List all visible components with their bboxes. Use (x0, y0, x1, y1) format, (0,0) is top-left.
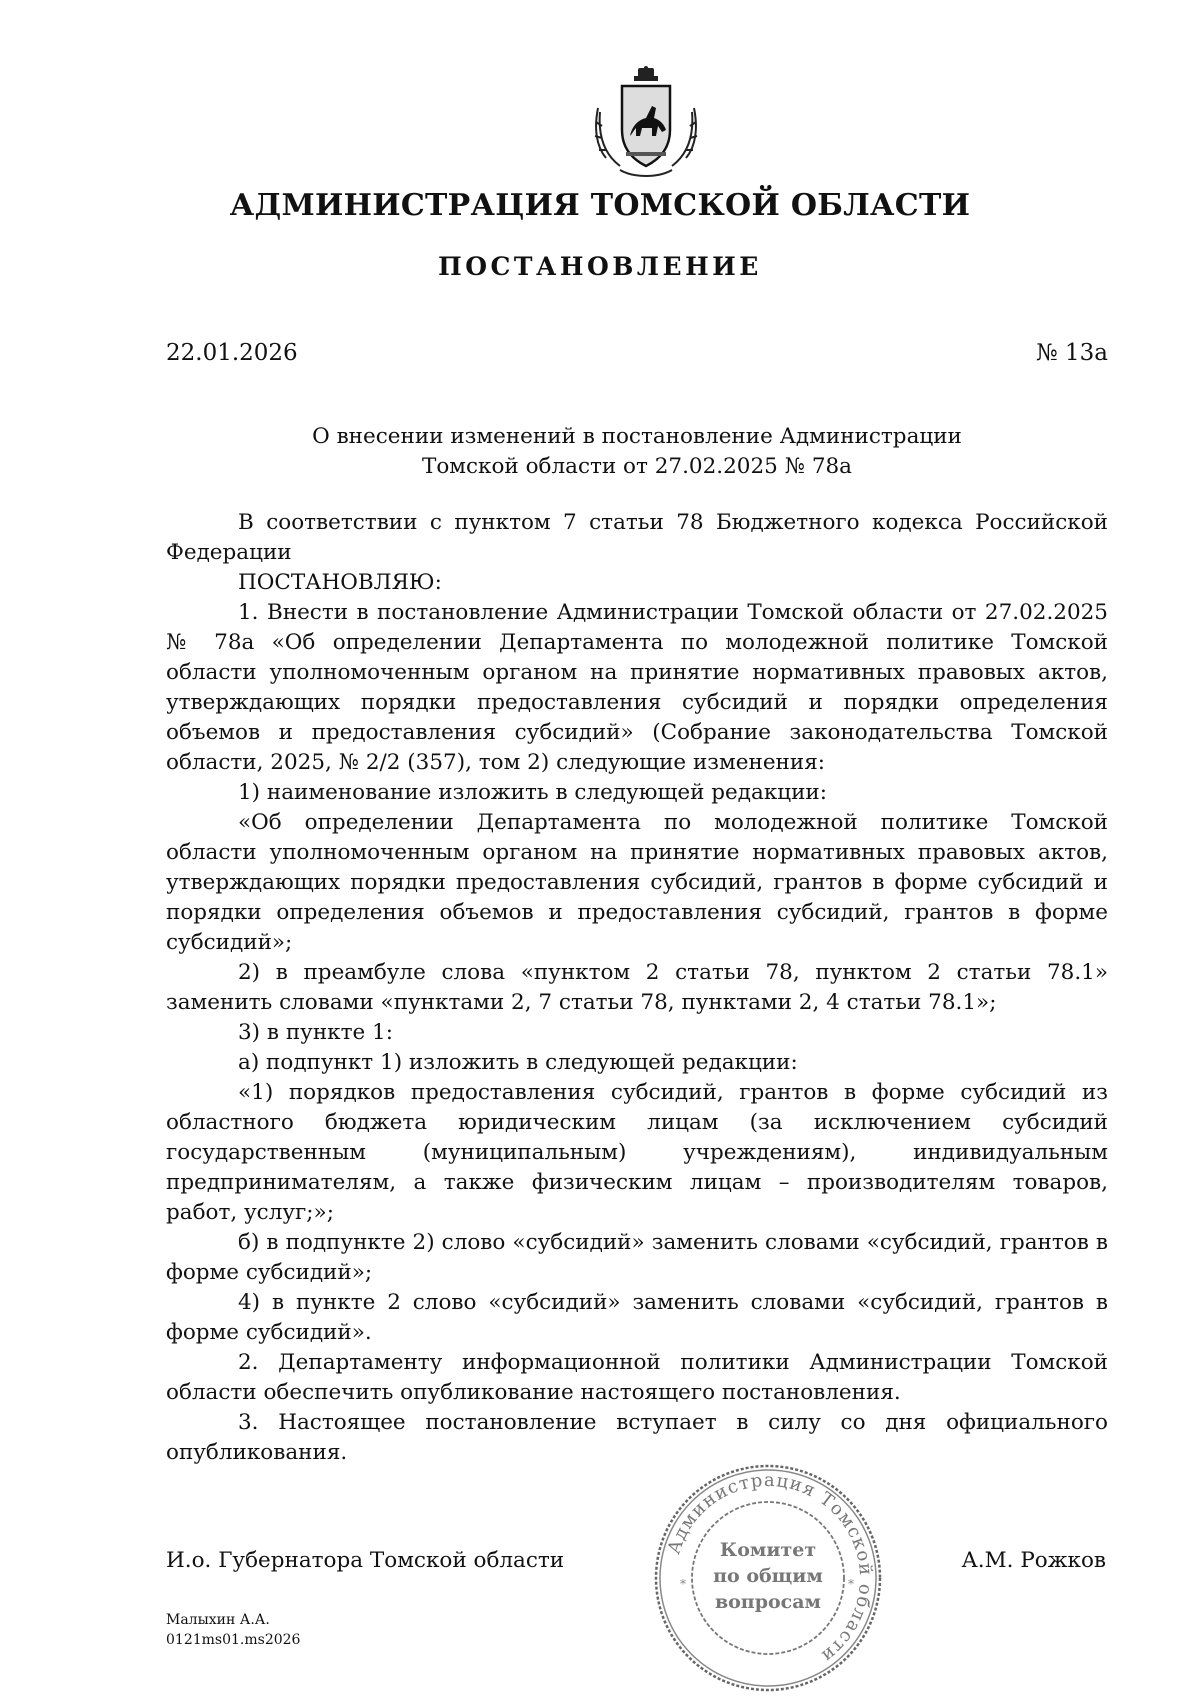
document-number: № 13а (1035, 340, 1108, 366)
official-stamp (646, 1460, 890, 1696)
executor-name: Малыхин А.А. (166, 1612, 270, 1628)
executor-file: 0121ms01.ms2026 (166, 1632, 301, 1648)
body-paragraph: «Об определении Департамента по молодежной политике Томской области уполномоченным органом на принятие нормативных правовых актов, утверждающих порядки предоставления субсидий, грантов в форме субсидий и порядки определения объемов и предоставления субсидий, грантов в форме субсидий»; (166, 810, 1108, 955)
coat-of-arms-icon (590, 66, 702, 184)
signatory-name: А.М. Рожков (961, 1548, 1106, 1573)
body-paragraph: 3) в пункте 1: (238, 1020, 393, 1045)
body-paragraph: б) в подпункте 2) слово «субсидий» заменить словами «субсидий, грантов в форме субсидий»; (166, 1230, 1108, 1285)
organization-title: АДМИНИСТРАЦИЯ ТОМСКОЙ ОБЛАСТИ (229, 188, 971, 223)
svg-text:*: * (680, 1577, 686, 1591)
svg-text:*: * (848, 1577, 854, 1591)
stamp-line: Комитет (719, 1539, 817, 1561)
stamp-ring-text: Администрация Томской области (663, 1469, 877, 1668)
signatory-title: И.о. Губернатора Томской области (166, 1548, 565, 1573)
body-paragraph: В соответствии с пунктом 7 статьи 78 Бюджетного кодекса Российской Федерации (166, 510, 1108, 565)
document-subject (166, 422, 1108, 482)
body-paragraph: 2) в преамбуле слова «пунктом 2 статьи 78, пунктом 2 статьи 78.1» заменить словами «пунктами 2, 7 статьи 78, пунктами 2, 4 статьи 78.1»; (166, 960, 1108, 1015)
body-paragraph: «1) порядков предоставления субсидий, грантов в форме субсидий из областного бюджета юридическим лицам (за исключением субсидий государственным (муниципальным) учреждениям), индивидуальным предпринимателям, а также физическим лицам – производителям товаров, работ, услуг;»; (166, 1080, 1108, 1225)
document-body (166, 508, 1108, 1468)
body-paragraph: 4) в пункте 2 слово «субсидий» заменить словами «субсидий, грантов в форме субсидий». (166, 1290, 1108, 1345)
subject-line: Томской области от 27.02.2025 № 78а (421, 454, 853, 479)
body-paragraph: 3. Настоящее постановление вступает в силу со дня официального опубликования. (166, 1410, 1108, 1465)
subject-line: О внесении изменений в постановление Администрации (312, 424, 962, 449)
stamp-line: вопросам (714, 1591, 822, 1613)
body-paragraph: 1. Внести в постановление Администрации Томской области от 27.02.2025 № 78а «Об определении Департамента по молодежной политике Томской области уполномоченным органом на принятие нормативных правовых актов, утверждающих порядки предоставления субсидий и порядки определения объемов и предоставления субсидий» (Собрание законодательства Томской области, 2025, № 2/2 (357), том 2) следующие изменения: (166, 600, 1108, 775)
body-paragraph: а) подпункт 1) изложить в следующей редакции: (238, 1050, 798, 1075)
executor-info (166, 1610, 300, 1650)
body-paragraph: 1) наименование изложить в следующей редакции: (238, 780, 827, 805)
stamp-line: по общим (713, 1565, 823, 1587)
body-paragraph: ПОСТАНОВЛЯЮ: (238, 570, 442, 595)
body-paragraph: 2. Департаменту информационной политики Администрации Томской области обеспечить опубликование настоящего постановления. (166, 1350, 1108, 1405)
document-type: ПОСТАНОВЛЕНИЕ (438, 252, 762, 281)
document-date: 22.01.2026 (166, 340, 298, 366)
